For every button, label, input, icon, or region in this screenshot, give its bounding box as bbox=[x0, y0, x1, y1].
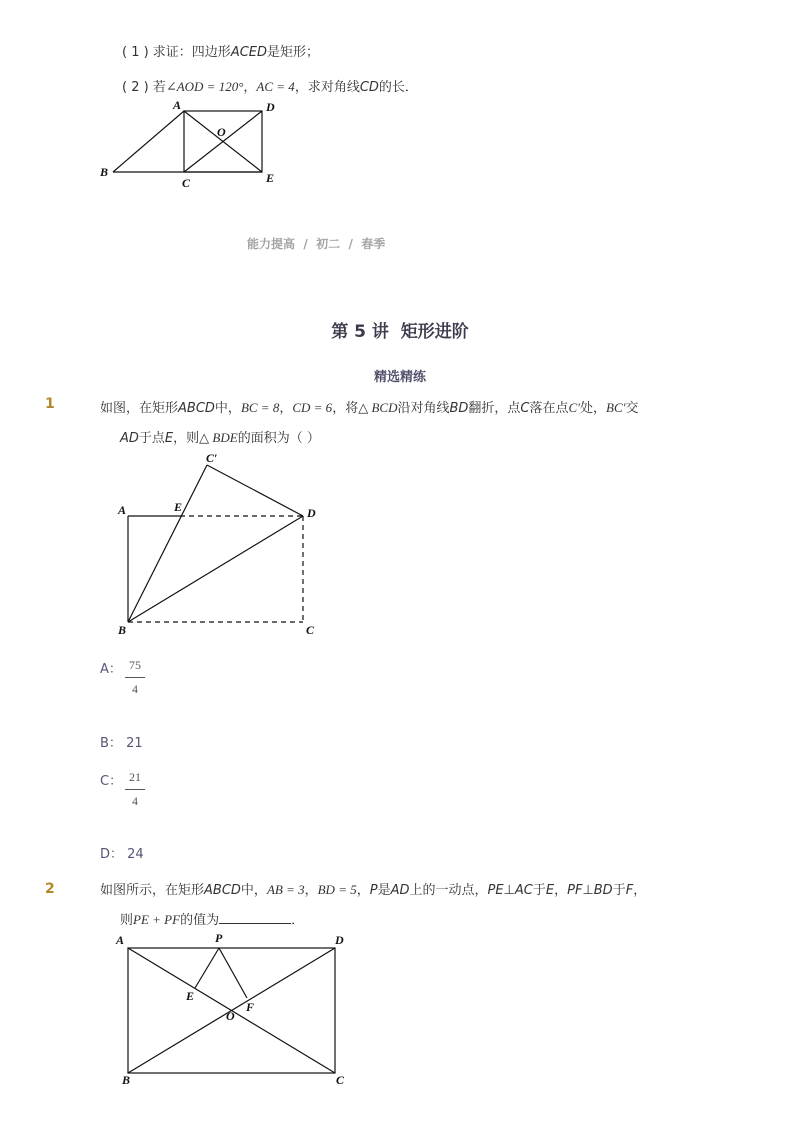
label-Cprime: C′ bbox=[206, 451, 218, 465]
q1-bd: BD bbox=[449, 401, 469, 416]
q2-ab: AB = 3 bbox=[266, 882, 305, 897]
option-B[interactable] bbox=[100, 732, 143, 751]
q1-line1 bbox=[100, 399, 639, 418]
label-D: D bbox=[335, 933, 344, 947]
q2-text: ， bbox=[554, 883, 568, 898]
option-B-value: 21 bbox=[126, 736, 143, 751]
q2-text: 如图所示，在矩形 bbox=[100, 883, 205, 898]
prev-part1-text: ( 1 ) 求证：四边形 bbox=[122, 45, 231, 60]
q2-rect: ABCD bbox=[204, 883, 241, 898]
q2-line1 bbox=[100, 881, 646, 900]
fraction-bar bbox=[125, 677, 145, 678]
option-D-label: D： bbox=[100, 847, 124, 862]
q1-bde: △ BDE bbox=[199, 430, 238, 445]
prev-part2-text2: ，求对角线 bbox=[294, 80, 360, 95]
label-E: E bbox=[266, 171, 275, 185]
prev-part1-text-end: 是矩形； bbox=[267, 45, 320, 60]
q1-text: ，则 bbox=[173, 431, 200, 446]
label-C: C bbox=[306, 623, 315, 637]
prev-part2 bbox=[122, 78, 418, 97]
option-C-fraction[interactable] bbox=[125, 770, 145, 809]
q1-text: 处， bbox=[580, 401, 607, 416]
answer-blank[interactable] bbox=[219, 911, 291, 924]
q2-sum: PE + PF bbox=[133, 912, 181, 927]
q2-pf-perp: PF⊥BD bbox=[567, 883, 613, 898]
label-B: B bbox=[100, 165, 109, 179]
q1-text: ， bbox=[279, 401, 293, 416]
label-E: E bbox=[186, 989, 195, 1003]
q2-text: ， bbox=[356, 883, 370, 898]
q2-text: 则 bbox=[120, 913, 134, 928]
question-number-2: 2 bbox=[45, 881, 55, 897]
option-A-numerator: 75 bbox=[129, 658, 141, 672]
q1-ad: AD bbox=[120, 431, 139, 446]
prev-part2-text: ( 2 ) 若 bbox=[122, 80, 166, 95]
prev-part2-length: AC = 4 bbox=[256, 79, 295, 94]
q1-line2 bbox=[120, 429, 320, 448]
option-C-numerator: 21 bbox=[129, 770, 141, 784]
q1-bc: BC = 8 bbox=[240, 400, 280, 415]
label-D: D bbox=[307, 506, 316, 520]
q2-text: 中， bbox=[240, 883, 267, 898]
prev-part2-diagonal: CD bbox=[359, 80, 379, 95]
prev-part2-sep: ， bbox=[243, 80, 257, 95]
line-CprimeD bbox=[207, 465, 303, 516]
label-O: O bbox=[217, 125, 226, 139]
label-A: A bbox=[173, 98, 182, 112]
q1-e: E bbox=[164, 431, 174, 446]
q1-text: 翻折，点 bbox=[468, 401, 521, 416]
prev-part1 bbox=[122, 44, 319, 62]
prev-part2-angle: ∠AOD = 120° bbox=[165, 79, 244, 94]
prev-part1-shape: ACED bbox=[230, 45, 268, 60]
label-O: O bbox=[226, 1009, 235, 1023]
option-A-label[interactable]: A： bbox=[100, 662, 122, 677]
q1-figure bbox=[110, 448, 330, 638]
chapter-title: 第 5 讲 矩形进阶 bbox=[331, 322, 469, 342]
option-D[interactable] bbox=[100, 843, 144, 862]
label-D: D bbox=[266, 100, 275, 114]
option-C-label[interactable]: C： bbox=[100, 774, 123, 789]
q1-triangle: △ BCD bbox=[358, 400, 398, 415]
line-BA bbox=[113, 111, 184, 172]
q1-text: 交 bbox=[625, 401, 639, 416]
label-P: P bbox=[215, 931, 223, 945]
q2-text-end: ． bbox=[291, 913, 305, 928]
q1-c: C bbox=[520, 401, 530, 416]
q2-bd: BD = 5 bbox=[317, 882, 357, 897]
q1-rect: ABCD bbox=[178, 401, 215, 416]
option-A-denominator: 4 bbox=[132, 682, 138, 696]
option-C-denominator: 4 bbox=[132, 794, 138, 808]
q1-text: ，将 bbox=[332, 401, 359, 416]
q1-text: 沿对角线 bbox=[397, 401, 450, 416]
q2-f: F bbox=[625, 883, 634, 898]
line-PF bbox=[219, 948, 247, 998]
q1-cd: CD = 6 bbox=[292, 400, 333, 415]
q2-pe-perp: PE⊥AC bbox=[487, 883, 533, 898]
option-A-fraction[interactable] bbox=[125, 658, 145, 697]
line-PE bbox=[195, 948, 219, 988]
label-C: C bbox=[182, 176, 191, 190]
label-F: F bbox=[246, 1000, 255, 1014]
q2-text: 于 bbox=[612, 883, 626, 898]
q1-text: 落在点 bbox=[529, 401, 569, 416]
prev-figure bbox=[95, 98, 295, 190]
label-A: A bbox=[116, 933, 125, 947]
prev-part2-text-end: 的长． bbox=[378, 80, 418, 95]
label-B: B bbox=[118, 623, 127, 637]
q1-text: 中， bbox=[214, 401, 241, 416]
q2-text: 是 bbox=[377, 883, 391, 898]
question-number-1: 1 bbox=[45, 396, 55, 412]
section-title: 精选精练 bbox=[373, 370, 426, 385]
q2-ad: AD bbox=[390, 883, 410, 898]
q2-e: E bbox=[545, 883, 555, 898]
q1-bcprime: BC′ bbox=[606, 400, 626, 415]
q2-p: P bbox=[369, 883, 378, 898]
q2-text: ， bbox=[304, 883, 318, 898]
label-B: B bbox=[122, 1073, 131, 1087]
q1-text: 的面积为（ ） bbox=[237, 431, 320, 446]
option-B-label: B： bbox=[100, 736, 122, 751]
fraction-bar bbox=[125, 789, 145, 790]
q1-text: 如图，在矩形 bbox=[100, 401, 179, 416]
q1-text: 于点 bbox=[138, 431, 165, 446]
option-D-value: 24 bbox=[127, 847, 144, 862]
q2-text: 上的一动点， bbox=[409, 883, 488, 898]
label-A: A bbox=[118, 503, 127, 517]
label-E: E bbox=[174, 500, 183, 514]
q2-figure bbox=[112, 930, 352, 1088]
q2-line2 bbox=[120, 911, 304, 930]
q2-text: 于 bbox=[532, 883, 546, 898]
label-C: C bbox=[336, 1073, 345, 1087]
q1-cprime: C′ bbox=[568, 400, 581, 415]
q2-text: ， bbox=[633, 883, 647, 898]
q2-text: 的值为 bbox=[180, 913, 220, 928]
page-footer: 能力提高 / 初二 / 春季 bbox=[247, 237, 386, 251]
